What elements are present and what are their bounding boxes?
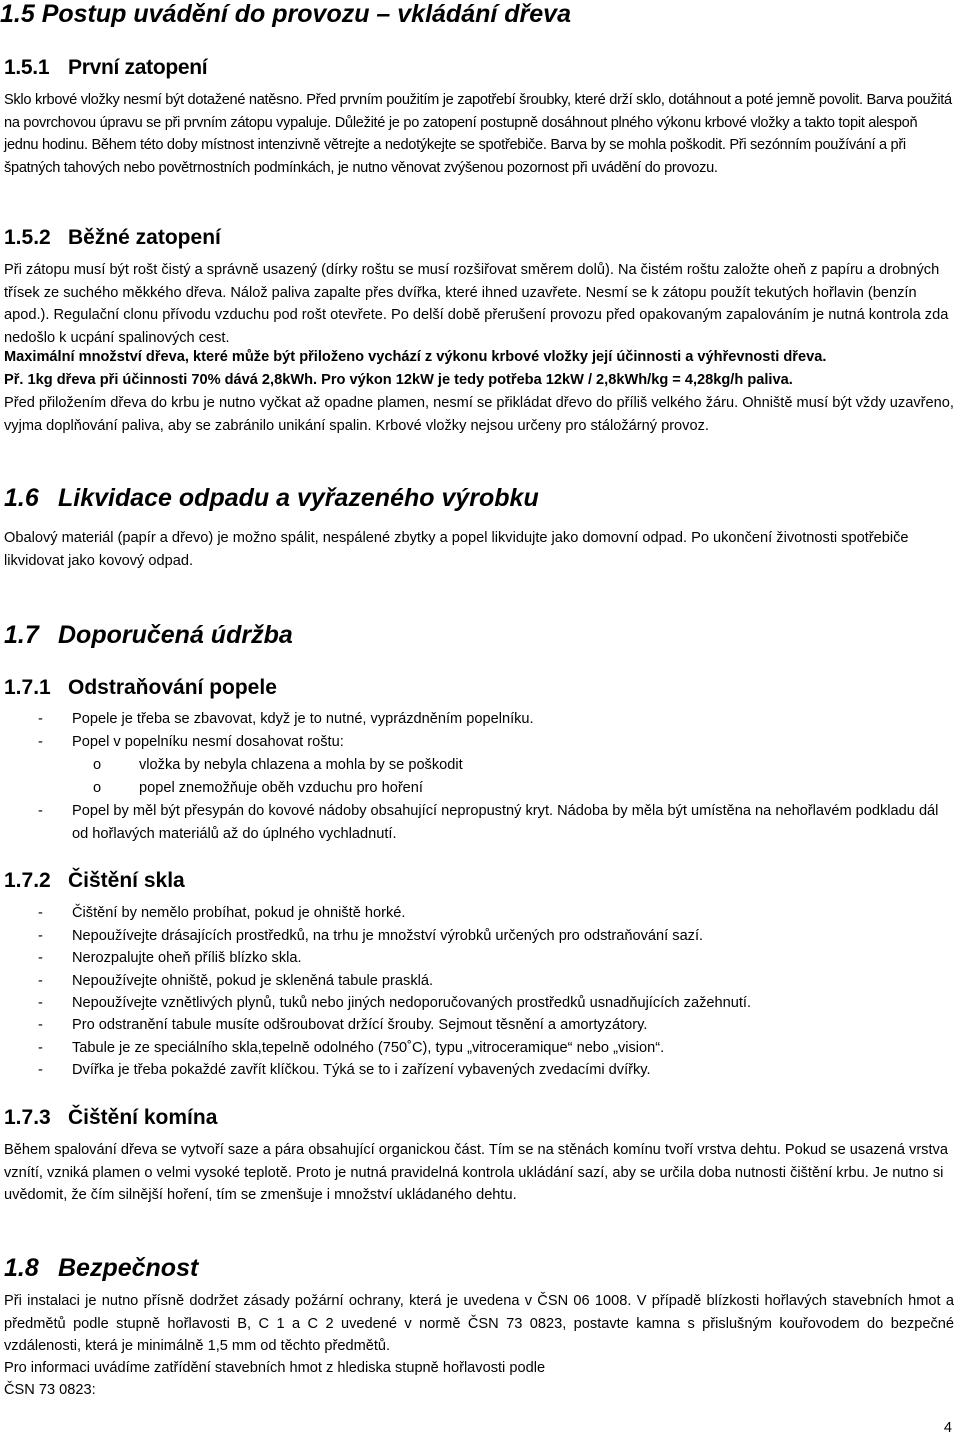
section-title: Doporučená údržba bbox=[58, 621, 293, 649]
section-heading-1-6 bbox=[4, 484, 539, 513]
list-item-text: Nepoužívejte vznětlivých plynů, tuků nebo jiných nedoporučovaných prostředků usnadňujících zažehnutí. bbox=[72, 995, 752, 1011]
sub-list-item-text: vložka by nebyla chlazena a mohla by se poškodit bbox=[139, 757, 463, 773]
list-item bbox=[38, 800, 938, 846]
section-number: 1.8 bbox=[4, 1254, 39, 1282]
bold-text-example: Př. 1kg dřeva při účinnosti 70% dává 2,8kWh. Pro výkon 12kW je tedy potřeba 12kW / 2,8kWh/kg = 4,28kg/h paliva. bbox=[4, 372, 793, 388]
sub-list-item-text: popel znemožňuje oběh vzduchu pro hoření bbox=[139, 780, 423, 796]
list-item-text: Pro odstranění tabule musíte odšroubovat držící šrouby. Sejmout těsnění a amortyzátory. bbox=[72, 1017, 648, 1033]
section-number: 1.7 bbox=[4, 621, 39, 649]
section-title: Odstraňování popele bbox=[68, 676, 277, 699]
section-number: 1.6 bbox=[4, 484, 39, 512]
list-item-text: Čištění by nemělo probíhat, pokud je ohniště horké. bbox=[72, 905, 406, 921]
list-dash: - bbox=[38, 734, 43, 750]
list-item-text: Popel v popelníku nesmí dosahovat roštu: bbox=[72, 734, 344, 750]
list-dash: - bbox=[38, 905, 43, 921]
list-item-text: Nerozpalujte oheň příliš blízko skla. bbox=[72, 950, 302, 966]
list-dash: - bbox=[38, 1017, 43, 1033]
section-heading-1-7-1 bbox=[4, 676, 277, 700]
list-item-text: Dvířka je třeba pokaždé zavřít klíčkou. Týká se to i zařízení vybavených zvedacími dvířky. bbox=[72, 1062, 651, 1078]
list-item-text: Nepoužívejte ohniště, pokud je skleněná tabule prasklá. bbox=[72, 973, 434, 989]
section-number: 1.5.2 bbox=[4, 226, 51, 249]
section-title: Běžné zatopení bbox=[68, 226, 221, 249]
section-heading-1-5-1 bbox=[4, 56, 207, 80]
section-title: První zatopení bbox=[68, 56, 208, 79]
list-dash: - bbox=[38, 1062, 43, 1078]
list-dash: - bbox=[38, 950, 43, 966]
list-dash: - bbox=[38, 928, 43, 944]
paragraph-max-wood bbox=[4, 346, 954, 369]
section-number: 1.7.3 bbox=[4, 1106, 51, 1129]
bold-text-max-wood: Maximální množství dřeva, které může být přiloženo vychází z výkonu krbové vložky její účinnosti a výhřevnosti dřeva. bbox=[4, 349, 827, 365]
section-title: Bezpečnost bbox=[58, 1254, 199, 1282]
paragraph-first-fire: Sklo krbové vložky nesmí být dotažené natěsno. Před prvním použitím je zapotřebí šroubky, které drží sklo, dotáhnout a poté jemně povolit. Barva použitá na povrchovou úpravu se při prvním zátopu vypaluje. Důležité je po zatopení postupně dosáhnout plného výkonu krbové vložky a takto topit alespoň jednu hodinu. Během této doby místnost intenzivně větrejte a nedotýkejte se spotřebiče. Barva by se mohla poškodit. Při sezónním používání a při špatných tahových nebo povětrnostních podmínkách, je nutno věnovat zvýšenou pozornost při uvádění do provozu. bbox=[4, 92, 952, 176]
list-dash: - bbox=[38, 995, 43, 1011]
section-number: 1.7.1 bbox=[4, 676, 51, 699]
section-heading-1-7 bbox=[4, 621, 293, 650]
paragraph-disposal: Obalový materiál (papír a dřevo) je možno spálit, nespálené zbytky a popel likvidujte jako domovní odpad. Po ukončení životnosti spotřebiče likvidovat jako kovový odpad. bbox=[4, 530, 909, 569]
list-item-text: Popel by měl být přesypán do kovové nádoby obsahující nepropustný kryt. Nádoba by měla být umístěna na nehořlavém podkladu dál od hořlavých materiálů až do úplného vychladnutí. bbox=[72, 803, 939, 842]
paragraph-standard-ref: ČSN 73 0823: bbox=[4, 1382, 96, 1398]
section-title: Likvidace odpadu a vyřazeného výrobku bbox=[58, 484, 539, 512]
paragraph-chimney-cleaning: Během spalování dřeva se vytvoří saze a pára obsahující organickou část. Tím se na stěnách komínu tvoří vrstva dehtu. Pokud se usazená vrstva vznítí, vzniká plamen o velmi vysoké teplotě. Proto je nutná pravidelná kontrola ukládání sazí, aby se určila doba nutnosti čištění krbu. Je nutno si uvědomit, že čím silnější hoření, tím se zmenšuje i množství ukládaného dehtu. bbox=[4, 1142, 948, 1203]
section-title: Čištění komína bbox=[68, 1106, 218, 1129]
page-number: 4 bbox=[943, 1420, 952, 1436]
section-title: Čištění skla bbox=[68, 869, 185, 892]
section-number: 1.7.2 bbox=[4, 869, 51, 892]
paragraph-example bbox=[4, 369, 954, 392]
paragraph-safety: Při instalaci je nutno přísně dodržet zásady požární ochrany, která je uvedena v ČSN 06 1008. V případě blízkosti hořlavých stavebních hmot a předmětů podle stupně hořlavosti B, C 1 a C 2 uvedené v normě ČSN 73 0823, postavte kamna s přislušným kouřovodem do bezpečné vzdálenosti, která je minimálně 1,5 mm od těchto předmětů. bbox=[4, 1293, 954, 1354]
section-heading-1-7-2 bbox=[4, 869, 185, 893]
paragraph-adding-wood: Před přiložením dřeva do krbu je nutno vyčkat až opadne plamen, nesmí se přikládat dřevo do příliš velkého žáru. Ohniště musí být vždy uzavřeno, vyjma doplňování paliva, aby se zabránilo unikání spalin. Krbové vložky nejsou určeny pro stáložárný provoz. bbox=[4, 395, 954, 434]
section-heading-1-7-3 bbox=[4, 1106, 217, 1130]
list-dash: - bbox=[38, 973, 43, 989]
list-item-text: Tabule je ze speciálního skla,tepelně odolného (750˚C), typu „vitroceramique“ nebo „vision“. bbox=[72, 1040, 665, 1056]
list-dash: - bbox=[38, 803, 43, 819]
section-heading-1-5: 1.5 Postup uvádění do provozu – vkládání dřeva bbox=[0, 0, 571, 28]
list-item-text: Popele je třeba se zbavovat, když je to nutné, vyprázdněním popelníku. bbox=[72, 711, 534, 727]
paragraph-flammability-intro: Pro informaci uvádíme zatřídění stavebních hmot z hlediska stupně hořlavosti podle bbox=[4, 1360, 546, 1376]
section-heading-1-5-2 bbox=[4, 226, 221, 250]
list-item-text: Nepoužívejte drásajících prostředků, na trhu je množství výrobků určených pro odstraňování sazí. bbox=[72, 928, 704, 944]
section-heading-1-8 bbox=[4, 1254, 198, 1283]
sub-bullet: o bbox=[93, 757, 102, 773]
list-dash: - bbox=[38, 711, 43, 727]
section-number: 1.5.1 bbox=[4, 56, 50, 79]
sub-bullet: o bbox=[93, 780, 102, 796]
list-dash: - bbox=[38, 1040, 43, 1056]
paragraph-normal-fire: Při zátopu musí být rošt čistý a správně usazený (dírky roštu se musí rozšiřovat směrem dolů). Na čistém roštu založte oheň z papíru a drobných třísek ze suchého měkkého dřeva. Nálož paliva zapalte přes dvířka, které ihned uzavřete. Nesmí se k zátopu použít tekutých hořlavin (benzín apod.). Regulační clonu přívodu vzduchu pod rošt otevřete. Po delší době přerušení provozu před opakovaným zapalováním je nutná kontrola zda nedošlo k ucpání spalinových cest. bbox=[4, 262, 949, 346]
